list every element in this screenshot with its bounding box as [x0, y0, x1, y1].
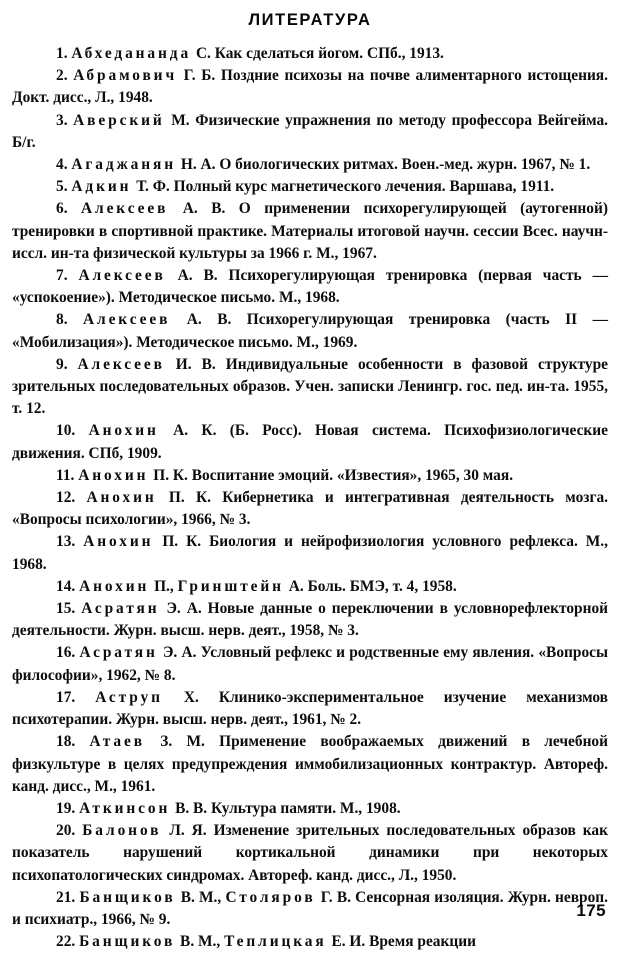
entry-citation: Э. А. Условный рефлекс и родственные ему явления. «Вопросы философии», 1962, № 8. — [12, 644, 608, 684]
bibliography-entry — [12, 176, 608, 198]
entry-citation: Г. В. Сенсорная изоляция. Журн. невроп. и психиатр., 1966, № 9. — [12, 888, 608, 928]
entry-number: 5. — [56, 178, 68, 196]
entry-author: Алексеев — [77, 355, 165, 373]
entry-author: Алексеев — [81, 200, 169, 218]
entry-citation: П. К. Воспитание эмоций. «Известия», 1965, 30 мая. — [149, 466, 514, 484]
bibliography-entry — [12, 154, 608, 176]
entry-number: 10. — [56, 422, 76, 440]
entry-number: 18. — [56, 733, 76, 751]
entry-number: 13. — [56, 533, 76, 551]
entry-citation: П. К. Биология и нейрофизиология условного рефлекса. М., 1968. — [12, 533, 609, 573]
bibliography-entry — [12, 598, 608, 642]
entry-number: 21. — [56, 888, 76, 906]
bibliography-entry — [12, 887, 608, 931]
entry-citation: А. В. Психорегулирующая тренировка (часть II — «Мобилизация»). Методическое письмо. М., 1969. — [12, 311, 608, 351]
bibliography-entry — [12, 198, 608, 265]
entry-citation: Н. А. О биологических ритмах. Воен.-мед. журн. 1967, № 1. — [177, 156, 591, 174]
entry-author-initials: П., — [150, 577, 178, 595]
bibliography-entry — [12, 642, 608, 686]
entry-author: Абхедананда — [71, 45, 192, 62]
entry-author: Абрамович — [73, 67, 178, 85]
bibliography-entry — [12, 820, 608, 887]
entry-number: 19. — [56, 799, 76, 817]
entry-number: 16. — [56, 644, 76, 662]
entry-author-secondary: Гринштейн — [177, 577, 284, 595]
entry-number: 15. — [56, 600, 76, 618]
entry-citation: А. Боль. БМЭ, т. 4, 1958. — [284, 577, 457, 595]
entry-number: 12. — [56, 489, 76, 507]
entry-number: 2. — [56, 67, 68, 85]
entry-author-secondary: Теплицкая — [224, 933, 327, 951]
entry-citation: Т. Ф. Полный курс магнетического лечения. Варшава, 1911. — [132, 178, 555, 196]
entry-author: Анохин — [79, 577, 150, 595]
entry-number: 3. — [56, 111, 68, 129]
entry-citation: Э. А. Новые данные о переключении в условнорефлекторной деятельности. Журн. высш. нерв. деят., 1958, № 3. — [12, 600, 609, 640]
entry-author: Банщиков — [79, 888, 176, 906]
entry-author: Асратян — [79, 644, 158, 662]
entry-author: Анохин — [78, 466, 149, 484]
entry-author-initials: В. М., — [176, 933, 225, 951]
bibliography-entry — [12, 531, 608, 575]
entry-author: Банщиков — [79, 933, 176, 951]
bibliography-entry — [12, 309, 608, 353]
entry-number: 8. — [56, 311, 68, 329]
entry-citation: А. К. (Б. Росс). Новая система. Психофизиологические движения. СПб, 1909. — [12, 422, 608, 462]
entry-number: 9. — [56, 355, 68, 373]
bibliography-entry — [12, 931, 608, 953]
entry-number: 20. — [56, 822, 76, 840]
entry-citation: М. Физические упражнения по методу профессора Вейгейма. Б/г. — [12, 111, 608, 151]
entry-citation: А. В. Психорегулирующая тренировка (первая часть — «успокоение»). Методическое письмо. М., 1968. — [12, 267, 608, 307]
entry-author: Алексеев — [78, 267, 166, 285]
bibliography-entry — [12, 465, 608, 487]
entry-number: 4. — [56, 156, 68, 174]
entry-number: 14. — [56, 577, 76, 595]
entry-author: Балонов — [82, 822, 162, 840]
bibliography-entry — [12, 265, 608, 309]
bibliography-entry — [12, 420, 608, 464]
entry-author: Анохин — [86, 489, 157, 507]
bibliography-entry — [12, 687, 608, 731]
entry-number: 22. — [56, 933, 76, 951]
bibliography-entry — [12, 110, 608, 154]
entry-number: 11. — [56, 466, 75, 484]
bibliography-entry — [12, 798, 608, 820]
entry-author: Аткинсон — [79, 799, 171, 817]
entry-author: Алексеев — [83, 311, 171, 329]
entry-citation: Г. Б. Поздние психозы на почве алиментарного истощения. Докт. дисс., Л., 1948. — [12, 67, 608, 107]
entry-citation: В. В. Культура памяти. М., 1908. — [171, 799, 401, 817]
entry-author: Анохин — [83, 533, 154, 551]
entry-citation: Е. И. Время реакции — [327, 933, 476, 951]
bibliography-entry — [12, 576, 608, 598]
entry-author-initials: В. М., — [176, 888, 226, 906]
entry-number: 17. — [56, 688, 76, 706]
page-title: ЛИТЕРАТУРА — [248, 11, 372, 29]
entry-author: Анохин — [88, 422, 159, 440]
bibliography-entry — [12, 731, 608, 798]
entry-citation: З. М. Применение воображаемых движений в лечебной физкультуре в целях предупреждения иммобилизационных контрактур. Автореф. канд. дисс., М., 1961. — [12, 733, 608, 795]
entry-number: 7. — [56, 267, 68, 285]
bibliography-entry — [12, 43, 608, 65]
entry-citation: И. В. Индивидуальные особенности в фазовой структуре зрительных последовательных образов. Учен. записки Ленингр. гос. пед. ин-та. 1955, т. 12. — [12, 355, 608, 418]
entry-number: 6. — [56, 200, 68, 218]
entry-citation: С. Как сделаться йогом. СПб., 1913. — [192, 45, 444, 62]
entry-author: Агаджанян — [71, 156, 177, 174]
entry-citation: П. К. Кибернетика и интегративная деятельность мозга. «Вопросы психологии», 1966, № 3. — [12, 489, 608, 529]
entry-author: Аструп — [95, 688, 163, 706]
entry-number: 1. — [56, 45, 68, 62]
entry-citation: А. В. О применении психорегулирующей (аутогенной) тренировки в спортивной практике. Материалы итоговой научн. сессии Всес. научн-иссл. ин-та физической культуры за 1966 г. М., 1967. — [12, 200, 608, 262]
entry-citation: Л. Я. Изменение зрительных последовательных образов как показатель нарушений кортикальной динамики при некоторых психопатологических синдромах. Автореф. канд. дисс., Л., 1950. — [12, 822, 608, 884]
entry-author: Адкин — [71, 178, 132, 196]
entry-author: Асратян — [81, 600, 160, 618]
entry-citation: Х. Клинико-экспериментальное изучение механизмов психотерапии. Журн. высш. нерв. деят., 1961, № 2. — [12, 688, 608, 729]
page-number: 175 — [576, 901, 606, 920]
bibliography-entry — [12, 354, 608, 421]
bibliography-entry — [12, 487, 608, 531]
bibliography-list — [12, 43, 608, 953]
bibliography-entry — [12, 65, 608, 109]
entry-author: Атаев — [89, 733, 145, 751]
entry-author: Аверский — [73, 111, 165, 129]
entry-author-secondary: Столяров — [225, 888, 316, 906]
